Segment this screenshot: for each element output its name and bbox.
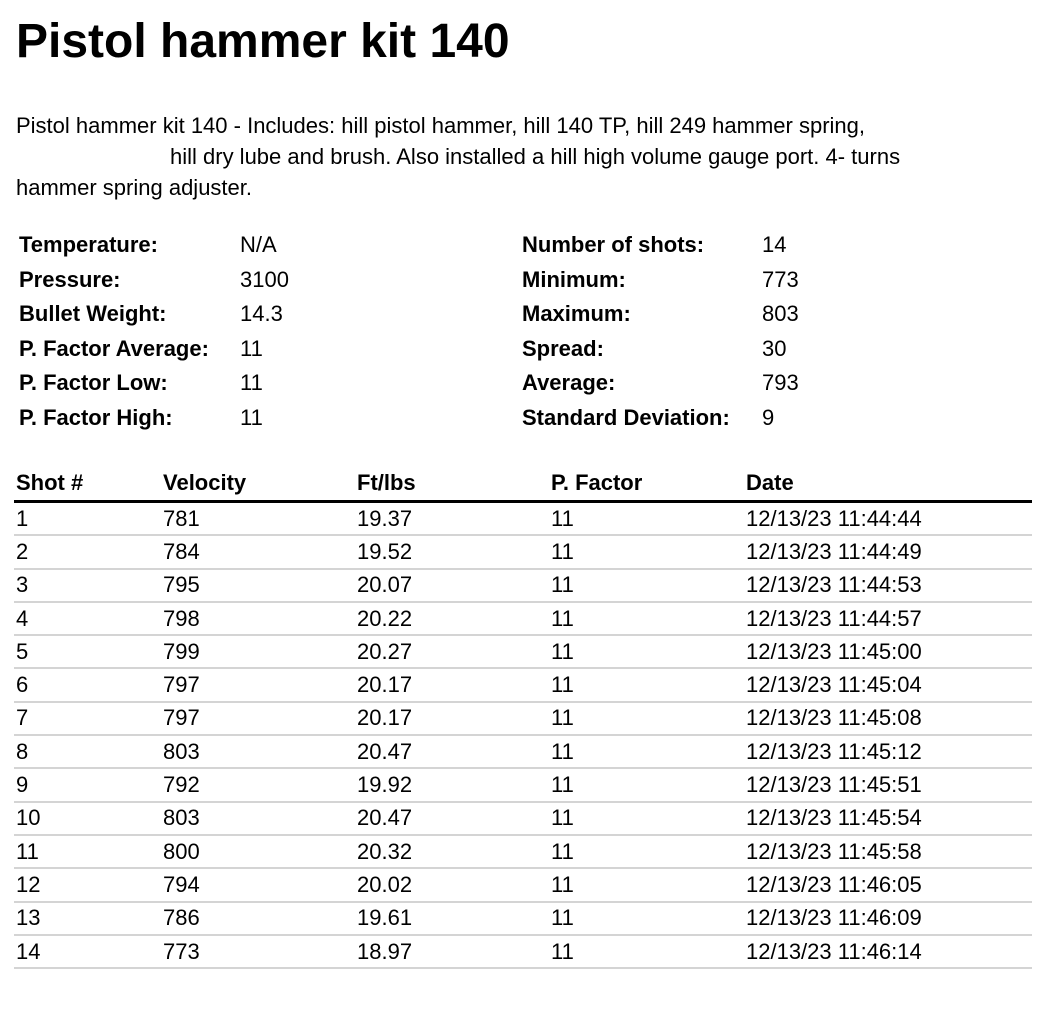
table-header — [14, 466, 1032, 503]
cell-ftlbs: 19.37 — [357, 505, 413, 531]
cell-velocity: 773 — [163, 938, 200, 964]
cell-date: 12/13/23 11:44:44 — [746, 505, 922, 531]
stat-value: 11 — [240, 370, 263, 395]
stat-label: P. Factor Average: — [19, 335, 209, 361]
description-line: hill dry lube and brush. Also installed a hill high volume gauge port. 4- turns — [170, 144, 901, 169]
stat-value: 773 — [762, 266, 799, 292]
stat-value: 3100 — [240, 266, 289, 292]
cell-pfactor: 11 — [551, 772, 574, 798]
cell-pfactor: 11 — [551, 905, 574, 931]
table-body — [14, 503, 1032, 969]
table-row — [14, 803, 1032, 836]
stat-average — [522, 366, 799, 401]
description-line: hammer spring adjuster. — [16, 175, 252, 200]
stat-value: 11 — [240, 404, 263, 430]
stat-pfactor-low — [19, 366, 289, 401]
cell-shot: 2 — [16, 538, 29, 564]
stat-label: P. Factor High: — [19, 404, 173, 430]
cell-ftlbs: 19.92 — [357, 772, 413, 798]
table-row — [14, 936, 1032, 969]
cell-shot: 5 — [16, 638, 29, 664]
cell-velocity: 800 — [163, 838, 200, 864]
column-header-velocity: Velocity — [163, 470, 247, 495]
cell-ftlbs: 20.47 — [357, 805, 413, 831]
stat-pfactor-high — [19, 401, 289, 436]
cell-date: 12/13/23 11:45:04 — [746, 672, 922, 698]
cell-ftlbs: 20.47 — [357, 738, 413, 764]
cell-date: 12/13/23 11:44:53 — [746, 572, 922, 598]
description — [16, 110, 1026, 203]
cell-date: 12/13/23 11:45:08 — [746, 705, 922, 731]
column-header-date: Date — [746, 470, 794, 495]
table-row — [14, 903, 1032, 936]
stat-standard-deviation — [522, 401, 799, 436]
stat-label: Bullet Weight: — [19, 301, 167, 326]
stat-label: Pressure: — [19, 266, 121, 292]
cell-shot: 4 — [16, 605, 29, 631]
column-header-ftlbs: Ft/lbs — [357, 470, 416, 495]
cell-date: 12/13/23 11:44:57 — [746, 605, 922, 631]
page-title: Pistol hammer kit 140 — [16, 15, 510, 68]
cell-ftlbs: 20.27 — [357, 638, 413, 664]
cell-date: 12/13/23 11:45:54 — [746, 805, 922, 831]
stats-right — [522, 228, 799, 435]
stats-left — [19, 228, 289, 435]
cell-date: 12/13/23 11:45:58 — [746, 838, 922, 864]
cell-velocity: 786 — [163, 905, 200, 931]
stat-number-of-shots — [522, 228, 799, 263]
cell-date: 12/13/23 11:45:51 — [746, 772, 922, 798]
stat-pressure — [19, 263, 289, 298]
stat-value: 803 — [762, 301, 799, 326]
cell-shot: 3 — [16, 572, 29, 598]
cell-date: 12/13/23 11:45:12 — [746, 738, 922, 764]
stat-maximum — [522, 297, 799, 332]
stat-value: 11 — [240, 335, 263, 361]
stat-label: Standard Deviation: — [522, 404, 730, 430]
cell-shot: 12 — [16, 871, 41, 897]
cell-pfactor: 11 — [551, 838, 574, 864]
stat-value: 14.3 — [240, 301, 283, 326]
stat-minimum — [522, 263, 799, 298]
table-row — [14, 603, 1032, 636]
stat-temperature — [19, 228, 289, 263]
cell-pfactor: 11 — [551, 805, 574, 831]
table-row — [14, 703, 1032, 736]
cell-shot: 11 — [16, 838, 39, 864]
stat-label: Temperature: — [19, 232, 158, 257]
stat-label: Number of shots: — [522, 232, 705, 257]
cell-pfactor: 11 — [551, 705, 574, 731]
table-row — [14, 636, 1032, 669]
shots-table — [14, 466, 1032, 969]
cell-pfactor: 11 — [551, 638, 574, 664]
column-header-pfactor: P. Factor — [551, 470, 643, 495]
table-row — [14, 769, 1032, 802]
cell-velocity: 797 — [163, 705, 200, 731]
cell-shot: 9 — [16, 772, 29, 798]
cell-velocity: 784 — [163, 538, 200, 564]
stat-pfactor-average — [19, 332, 289, 367]
stat-value: N/A — [240, 232, 277, 257]
cell-velocity: 792 — [163, 772, 200, 798]
stat-label: Average: — [522, 370, 616, 395]
cell-ftlbs: 20.32 — [357, 838, 413, 864]
table-row — [14, 869, 1032, 902]
cell-date: 12/13/23 11:46:05 — [746, 871, 922, 897]
cell-ftlbs: 20.07 — [357, 572, 413, 598]
cell-ftlbs: 20.17 — [357, 672, 413, 698]
stat-value: 14 — [762, 232, 787, 257]
cell-ftlbs: 20.02 — [357, 871, 413, 897]
cell-shot: 14 — [16, 938, 41, 964]
table-row — [14, 536, 1032, 569]
cell-shot: 13 — [16, 905, 41, 931]
cell-pfactor: 11 — [551, 938, 574, 964]
cell-shot: 7 — [16, 705, 29, 731]
table-row — [14, 669, 1032, 702]
stat-value: 793 — [762, 370, 799, 395]
stat-label: P. Factor Low: — [19, 370, 168, 395]
cell-shot: 10 — [16, 805, 41, 831]
cell-ftlbs: 20.17 — [357, 705, 413, 731]
table-row — [14, 836, 1032, 869]
cell-pfactor: 11 — [551, 538, 574, 564]
cell-ftlbs: 18.97 — [357, 938, 413, 964]
cell-date: 12/13/23 11:44:49 — [746, 538, 922, 564]
cell-pfactor: 11 — [551, 505, 574, 531]
cell-velocity: 781 — [163, 505, 200, 531]
stat-label: Minimum: — [522, 266, 626, 292]
cell-date: 12/13/23 11:46:14 — [746, 938, 922, 964]
cell-velocity: 798 — [163, 605, 200, 631]
table-row — [14, 570, 1032, 603]
cell-velocity: 795 — [163, 572, 200, 598]
cell-pfactor: 11 — [551, 605, 574, 631]
column-header-shot: Shot # — [16, 470, 84, 495]
cell-velocity: 799 — [163, 638, 200, 664]
cell-velocity: 794 — [163, 871, 200, 897]
stat-bullet-weight — [19, 297, 289, 332]
stat-value: 9 — [762, 404, 775, 430]
stat-spread — [522, 332, 799, 367]
table-row — [14, 503, 1032, 536]
cell-date: 12/13/23 11:46:09 — [746, 905, 922, 931]
cell-pfactor: 11 — [551, 871, 574, 897]
cell-velocity: 803 — [163, 738, 200, 764]
cell-velocity: 797 — [163, 672, 200, 698]
stat-label: Maximum: — [522, 301, 631, 326]
cell-velocity: 803 — [163, 805, 200, 831]
cell-shot: 6 — [16, 672, 29, 698]
cell-pfactor: 11 — [551, 738, 574, 764]
cell-shot: 8 — [16, 738, 29, 764]
cell-ftlbs: 20.22 — [357, 605, 413, 631]
cell-pfactor: 11 — [551, 572, 574, 598]
cell-ftlbs: 19.52 — [357, 538, 413, 564]
table-row — [14, 736, 1032, 769]
cell-ftlbs: 19.61 — [357, 905, 413, 931]
cell-shot: 1 — [16, 505, 29, 531]
cell-pfactor: 11 — [551, 672, 574, 698]
description-line: Pistol hammer kit 140 - Includes: hill pistol hammer, hill 140 TP, hill 249 hammer spring, — [16, 113, 866, 138]
cell-date: 12/13/23 11:45:00 — [746, 638, 922, 664]
stat-label: Spread: — [522, 335, 604, 361]
stat-value: 30 — [762, 335, 787, 361]
